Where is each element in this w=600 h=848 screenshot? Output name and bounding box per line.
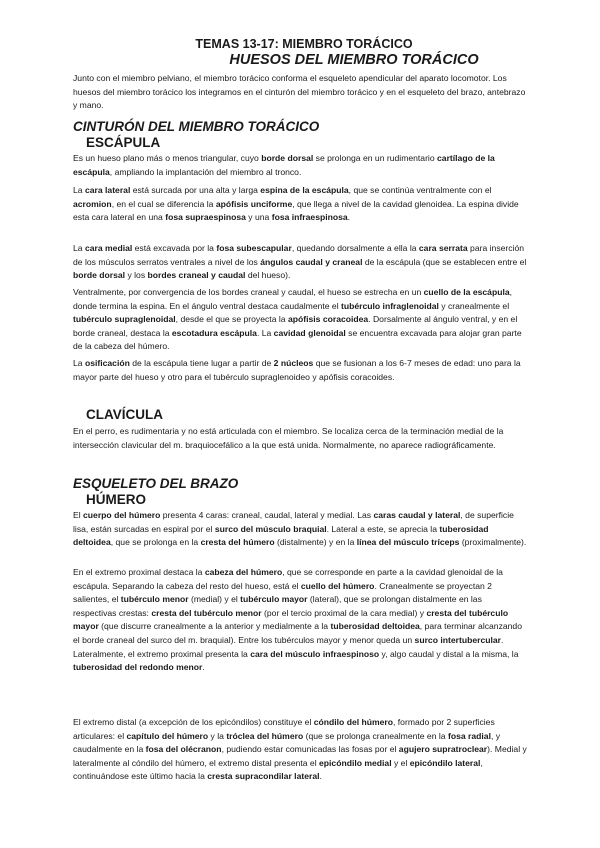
bold-term: cabeza del húmero xyxy=(204,567,283,577)
bold-term: caras caudal y lateral xyxy=(373,510,461,520)
text-run: , de superficie lisa, están surcadas en espiral por el xyxy=(73,510,514,534)
bold-term: tuberosidad deltoidea xyxy=(73,523,489,548)
bold-term: cartílago de la escápula xyxy=(73,153,495,177)
text-run: Ventralmente, por convergencia de los bordes craneal y caudal, el hueso se estrecha en un xyxy=(73,287,424,297)
bold-term: ángulos caudal y craneal xyxy=(260,256,363,267)
text-run: . Dorsalmente al ángulo ventral, y en el borde craneal, destaca la xyxy=(73,314,518,338)
text-run: (lateral), que se prolongan distalmente en las respectivas crestas: xyxy=(73,594,482,618)
bold-term: fosa infraespinosa xyxy=(271,212,348,223)
text-run: que se fusionan a los 6-7 meses de edad: uno para la mayor parte del hueso y otro para el tubérculo supraglenoideo y apófisis coracoides. xyxy=(73,358,521,382)
bold-term: surco intertubercular xyxy=(414,634,501,645)
text-run: y los xyxy=(125,270,148,281)
text-run: se encuentra excavada para alojar gran parte de la cabeza del húmero. xyxy=(73,327,522,352)
humero-paragraph-1 xyxy=(73,509,527,550)
document-title: TEMAS 13-17: MIEMBRO TORÁCICO xyxy=(195,37,413,51)
bold-term: cuello del húmero xyxy=(300,580,375,591)
text-run: y la xyxy=(208,730,227,741)
escapula-paragraph-1 xyxy=(73,152,527,179)
bold-term: cresta supracondilar lateral xyxy=(207,771,320,782)
text-run: del hueso). xyxy=(245,270,291,281)
text-run: . Cranealmente se proyectan 2 salientes, el xyxy=(73,580,492,605)
clavicula-paragraph-1 xyxy=(73,425,527,452)
text-run: El extremo distal (a excepción de los epicóndilos) constituye el xyxy=(73,717,314,727)
text-run: La xyxy=(73,243,85,253)
text-run: , para terminar alcanzando el borde craneal del surco del m. braquial). Entre los tubérculos mayor y menor queda un xyxy=(73,621,522,645)
text-run: (que discurre cranealmente a la anterior y medialmente a la xyxy=(98,621,331,632)
bold-term: epicóndilo medial xyxy=(319,757,392,768)
text-run: . Lateral a este, se aprecia la xyxy=(326,523,440,534)
text-run: , y caudalmente en la xyxy=(73,730,501,755)
text-run: , en el cual se diferencia la xyxy=(111,198,216,209)
text-run: , pudiendo estar comunicadas las fosas por el xyxy=(221,744,399,755)
text-run: (medial) y el xyxy=(188,594,241,605)
bold-term: borde dorsal xyxy=(73,270,126,281)
bold-term: apófisis unciforme xyxy=(215,198,293,209)
bold-term: escotadura escápula xyxy=(171,327,257,338)
text-run: , continuándose este último hacia la xyxy=(73,757,483,782)
bold-term: cresta del tubérculo menor xyxy=(151,607,262,618)
text-run: . xyxy=(347,212,351,223)
bold-term: fosa radial xyxy=(447,730,491,741)
text-run: , que se prolonga en la xyxy=(110,537,201,548)
bold-term: cuello de la escápula xyxy=(423,287,510,297)
text-run: (distalmente) y en la xyxy=(274,537,357,548)
escapula-paragraph-2 xyxy=(73,184,527,225)
text-run: . Lateralmente, el extremo proximal presenta la xyxy=(73,634,504,659)
text-run: . La xyxy=(256,327,274,338)
text-run: está surcada por una alta y larga xyxy=(130,185,261,195)
humero-paragraph-2 xyxy=(73,566,527,675)
text-run: . xyxy=(319,771,322,782)
section-title-brazo: ESQUELETO DEL BRAZO xyxy=(73,476,239,491)
bold-term: línea del músculo tríceps xyxy=(356,537,460,548)
bold-term: cresta del tubérculo mayor xyxy=(73,607,509,632)
bold-term: tuberosidad deltoidea xyxy=(330,621,420,632)
bold-term: epicóndilo lateral xyxy=(409,757,481,768)
bold-term: capítulo del húmero xyxy=(126,730,209,741)
subsection-title-escapula: ESCÁPULA xyxy=(86,135,161,150)
text-run: y cranealmente el xyxy=(438,300,510,311)
bold-term: osificación xyxy=(84,358,130,368)
bold-term: agujero supratroclear xyxy=(398,744,488,755)
bold-term: tuberosidad del redondo menor xyxy=(73,662,203,673)
text-run: (por el tercio proximal de la cara medial) y xyxy=(261,607,427,618)
text-run: , que llega a nivel de la cavidad glenoidea. La espina divide esta cara lateral en una xyxy=(73,198,519,223)
bold-term: cuerpo del húmero xyxy=(83,510,161,520)
text-run: La xyxy=(73,185,85,195)
text-run: (que se prolonga cranealmente en la xyxy=(303,730,448,741)
bold-term: tubérculo mayor xyxy=(240,594,308,605)
text-run: , formado por 2 superficies articulares: el xyxy=(73,717,495,741)
bold-term: tubérculo menor xyxy=(120,594,189,605)
text-run: , que se corresponde en parte a la cavidad glenoidal de la escápula. Separando la cabeza del resto del hueso, está el xyxy=(73,567,503,591)
bold-term: fosa supraespinosa xyxy=(165,212,246,223)
text-run: (proximalmente). xyxy=(459,537,527,548)
humero-paragraph-3 xyxy=(73,716,527,784)
text-run: de la escápula (que se establecen entre el xyxy=(362,256,527,267)
bold-term: fosa del olécranon xyxy=(145,744,222,755)
bold-term: fosa subescapular xyxy=(216,243,292,253)
bold-term: cara lateral xyxy=(84,185,131,195)
text-run: El xyxy=(73,510,84,520)
subsection-title-clavicula: CLAVÍCULA xyxy=(86,407,163,422)
bold-term: cara serrata xyxy=(418,243,468,253)
text-run: , ampliando la implantación del miembro al tronco. xyxy=(109,166,302,177)
escapula-paragraph-5 xyxy=(73,357,527,384)
bold-term: bordes craneal y caudal xyxy=(147,270,246,281)
text-run: se prolonga en un rudimentario xyxy=(313,153,438,163)
text-run: y una xyxy=(245,212,272,223)
intro-paragraph xyxy=(73,72,527,113)
bold-term: surco del músculo braquial xyxy=(214,523,327,534)
text-run: y el xyxy=(391,757,410,768)
bold-term: tubérculo supraglenoidal xyxy=(73,314,176,325)
text-run: , donde termina la espina. En el ángulo ventral destaca caudalmente el xyxy=(73,287,513,311)
bold-term: espina de la escápula xyxy=(260,185,349,195)
bold-term: borde dorsal xyxy=(261,153,314,163)
bold-term: tubérculo infraglenoidal xyxy=(341,300,439,311)
text-run: ). Medial y lateralmente al cóndilo del húmero, el extremo distal presenta el xyxy=(73,744,527,768)
section-title-cinturon: CINTURÓN DEL MIEMBRO TORÁCICO xyxy=(73,119,320,134)
text-run: En el extremo proximal destaca la xyxy=(73,567,205,577)
escapula-paragraph-4 xyxy=(73,286,527,354)
text-run: En el perro, es rudimentaria y no está articulada con el miembro. Se localiza cerca de la terminación medial de la intersección clavicular del m. braquiocefálico a la que está unida. Normalmente, no aparece radiográficamente. xyxy=(73,426,504,450)
text-run: . xyxy=(202,662,205,673)
bold-term: cresta del húmero xyxy=(200,537,275,548)
bold-term: 2 núcleos xyxy=(273,358,314,368)
bold-term: apófisis coracoidea xyxy=(287,314,369,325)
text-run: para inserción de los músculos serratos ventrales a nivel de los xyxy=(73,243,525,267)
bold-term: acromion xyxy=(73,198,112,209)
text-run: Es un hueso plano más o menos triangular, cuyo xyxy=(73,153,262,163)
text-run: y, algo caudal y distal a la misma, la xyxy=(379,648,519,659)
bold-term: tróclea del húmero xyxy=(226,730,304,741)
text-run: La xyxy=(73,358,85,368)
bold-term: cara del músculo infraespinoso xyxy=(250,648,380,659)
text-run: Junto con el miembro pelviano, el miembro torácico conforma el esqueleto apendicular del aparato locomotor. Los huesos del miembro torácico los integramos en el cinturón del miembro torácico y en el esqueleto del brazo, antebrazo y mano. xyxy=(73,73,526,111)
subsection-title-humero: HÚMERO xyxy=(86,492,146,507)
text-run: , desde el que se proyecta la xyxy=(175,314,288,325)
text-run: , quedando dorsalmente a ella la xyxy=(291,243,419,253)
text-run: de la escápula tiene lugar a partir de xyxy=(129,358,274,368)
text-run: está excavada por la xyxy=(132,243,217,253)
bold-term: cavidad glenoidal xyxy=(273,327,346,338)
text-run: , que se continúa ventralmente con el xyxy=(348,185,492,195)
bold-term: cóndilo del húmero xyxy=(313,717,394,727)
document-subtitle: HUESOS DEL MIEMBRO TORÁCICO xyxy=(229,52,479,68)
bold-term: cara medial xyxy=(84,243,133,253)
text-run: presenta 4 caras: craneal, caudal, lateral y medial. Las xyxy=(160,510,374,520)
escapula-paragraph-3 xyxy=(73,242,527,283)
